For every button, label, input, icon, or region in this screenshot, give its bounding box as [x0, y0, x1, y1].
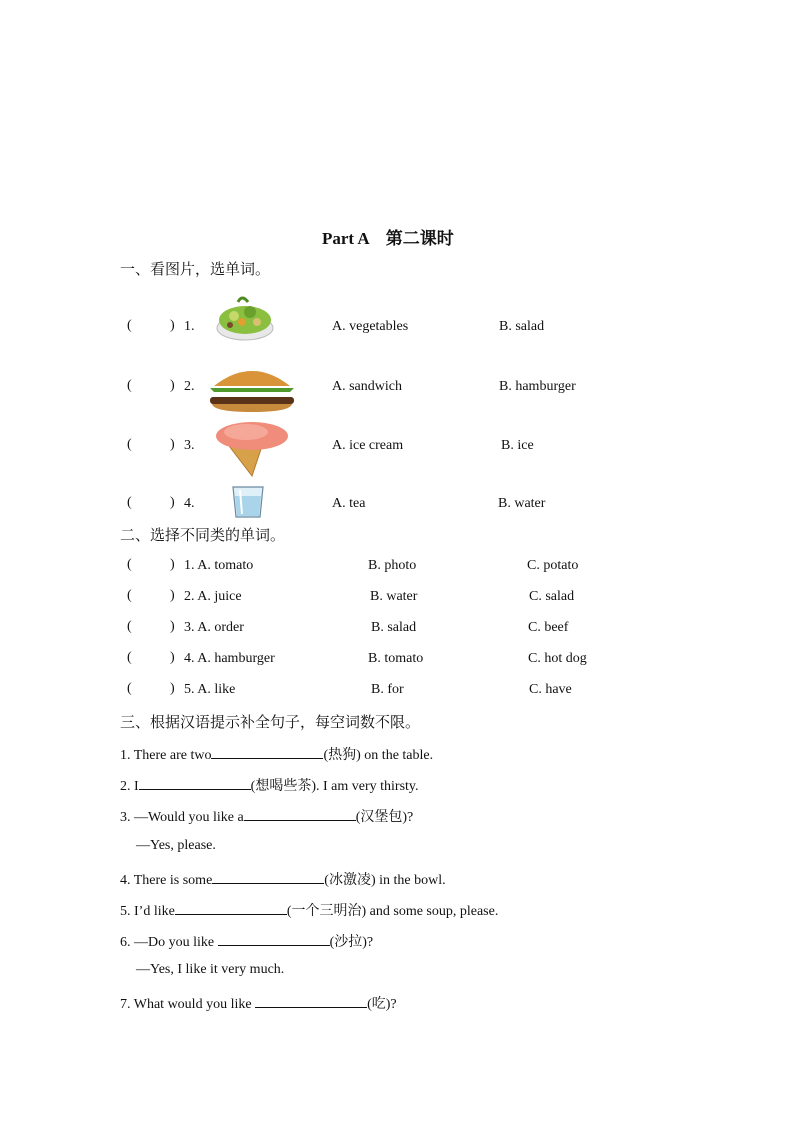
answer-blank[interactable]: [212, 870, 324, 884]
answer-blank[interactable]: [211, 745, 323, 759]
answer-paren-left: (: [127, 557, 132, 572]
option-c: C. have: [529, 682, 572, 697]
answer-paren-left: (: [127, 619, 132, 634]
section-1-heading: 一、看图片，选单词。: [120, 260, 271, 278]
option-b: B. ice: [501, 438, 534, 453]
option-a: A. ice cream: [332, 438, 404, 453]
answer-blank[interactable]: [255, 994, 367, 1008]
glass-of-water-icon: [230, 484, 266, 520]
page-title: Part A 第二课时: [322, 229, 454, 248]
hamburger-icon: [206, 362, 298, 414]
option-b: B. water: [498, 496, 546, 511]
question-number: 2.: [184, 379, 195, 394]
answer-paren-left: (: [127, 437, 132, 452]
sentence-6: 6. —Do you like (沙拉)?: [120, 931, 373, 951]
answer-paren-left: (: [127, 681, 132, 696]
answer-blank[interactable]: [218, 932, 330, 946]
sentence-5: 5. I’d like (一个三明治) and some soup, please.: [120, 900, 498, 920]
section-2-heading: 二、选择不同类的单词。: [120, 526, 286, 544]
answer-paren-left: (: [127, 318, 132, 333]
option-c: C. potato: [527, 558, 579, 573]
sentence-6-answer: —Yes, I like it very much.: [136, 962, 285, 977]
answer-paren-right: ): [170, 318, 175, 333]
answer-paren-right: ): [170, 619, 175, 634]
option-a: 5. A. like: [184, 682, 236, 697]
salad-bowl-icon: [212, 290, 278, 346]
option-b: B. salad: [371, 620, 417, 635]
sentence-1: 1. There are two (热狗) on the table.: [120, 744, 433, 764]
answer-blank[interactable]: [175, 901, 287, 915]
answer-paren-right: ): [170, 378, 175, 393]
answer-paren-left: (: [127, 495, 132, 510]
section-3-heading: 三、根据汉语提示补全句子，每空词数不限。: [120, 713, 421, 731]
answer-paren-left: (: [127, 650, 132, 665]
option-a: A. sandwich: [332, 379, 402, 394]
answer-paren-right: ): [170, 495, 175, 510]
answer-paren-right: ): [170, 557, 175, 572]
option-c: C. hot dog: [528, 651, 587, 666]
option-b: B. water: [370, 589, 418, 604]
question-number: 4.: [184, 496, 195, 511]
option-c: C. salad: [529, 589, 575, 604]
option-a: 3. A. order: [184, 620, 244, 635]
option-b: B. hamburger: [499, 379, 576, 394]
answer-paren-left: (: [127, 378, 132, 393]
ice-cream-cone-icon: [212, 418, 292, 478]
question-number: 1.: [184, 319, 195, 334]
sentence-2: 2. I (想喝些茶). I am very thirsty.: [120, 775, 419, 795]
answer-paren-right: ): [170, 437, 175, 452]
option-b: B. photo: [368, 558, 417, 573]
sentence-7: 7. What would you like (吃)?: [120, 993, 397, 1013]
answer-blank[interactable]: [139, 776, 251, 790]
option-a: A. vegetables: [332, 319, 409, 334]
sentence-3: 3. —Would you like a (汉堡包)?: [120, 806, 413, 826]
option-c: C. beef: [528, 620, 569, 635]
option-a: 1. A. tomato: [184, 558, 254, 573]
sentence-3-answer: —Yes, please.: [136, 838, 216, 853]
option-b: B. salad: [499, 319, 545, 334]
answer-blank[interactable]: [244, 807, 356, 821]
answer-paren-right: ): [170, 681, 175, 696]
sentence-4: 4. There is some (冰激凌) in the bowl.: [120, 869, 446, 889]
option-b: B. tomato: [368, 651, 424, 666]
option-a: 4. A. hamburger: [184, 651, 275, 666]
option-b: B. for: [371, 682, 404, 697]
question-number: 3.: [184, 438, 195, 453]
answer-paren-left: (: [127, 588, 132, 603]
answer-paren-right: ): [170, 650, 175, 665]
option-a: A. tea: [332, 496, 366, 511]
option-a: 2. A. juice: [184, 589, 242, 604]
answer-paren-right: ): [170, 588, 175, 603]
